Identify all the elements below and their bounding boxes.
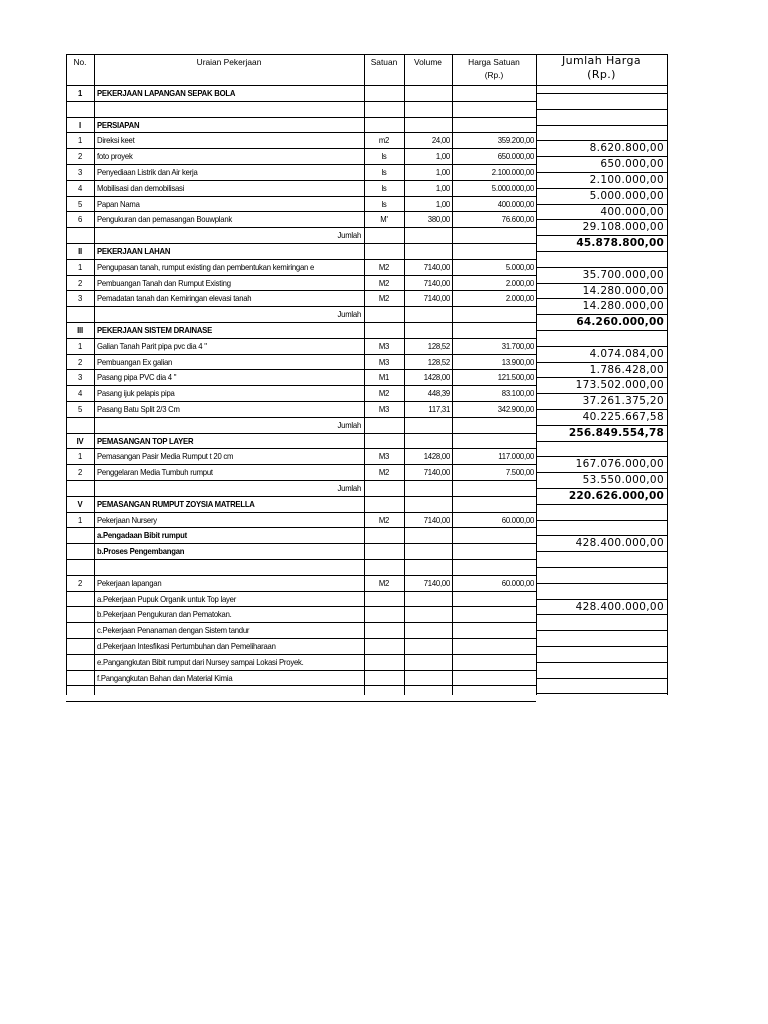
- item-volume: 7140,00: [423, 261, 450, 272]
- item-unit: M2: [378, 277, 390, 288]
- item-volume: 1428,00: [423, 450, 450, 461]
- row-number: I: [79, 119, 81, 130]
- item-volume: 7140,00: [423, 577, 450, 588]
- header-harga-unit: (Rp.): [484, 70, 504, 80]
- item-description: Pasang Batu Split 2/3 Cm: [97, 403, 180, 414]
- item-description: f.Pangangkutan Bahan dan Material Kimia: [97, 672, 233, 683]
- item-unit: m2: [378, 134, 390, 145]
- item-description: Mobilisasi dan demobilisasi: [97, 182, 185, 193]
- item-description: Galian Tanah Parit pipa pvc dia 4 ": [97, 340, 207, 351]
- item-total: 173.502.000,00: [575, 378, 664, 391]
- section-title: PEMASANGAN RUMPUT ZOYSIA MATRELLA: [97, 498, 255, 509]
- header-no: No.: [73, 57, 87, 67]
- item-description: Pekerjaan Nursery: [97, 514, 157, 525]
- item-unit-price: 117.000,00: [498, 450, 534, 461]
- item-description: Pasang ijuk pelapis pipa: [97, 387, 175, 398]
- row-number: 1: [77, 450, 83, 461]
- row-number: 2: [77, 577, 83, 588]
- item-unit: M3: [378, 450, 390, 461]
- header-satuan: Satuan: [370, 57, 398, 67]
- item-total: 5.000.000,00: [589, 189, 664, 202]
- item-total: 167.076.000,00: [575, 457, 664, 470]
- item-total: 2.100.000,00: [589, 173, 664, 186]
- item-unit-price: 60.000,00: [501, 577, 534, 588]
- item-description: Direksi keet: [97, 134, 135, 145]
- rab-table: [66, 54, 667, 695]
- item-volume: 117,31: [428, 403, 450, 414]
- row-number: V: [77, 498, 83, 509]
- item-description: b.Pekerjaan Pengukuran dan Pematokan.: [97, 608, 232, 619]
- item-unit: ls: [381, 166, 387, 177]
- item-volume: 1,00: [435, 182, 450, 193]
- row-number: 1: [77, 514, 83, 525]
- item-unit: M2: [378, 514, 390, 525]
- item-description: a.Pengadaan Bibit rumput: [97, 529, 187, 540]
- row-number: 6: [77, 213, 83, 224]
- item-total: 428.400.000,00: [575, 536, 664, 549]
- item-volume: 1,00: [435, 198, 450, 209]
- header-uraian: Uraian Pekerjaan: [196, 57, 262, 67]
- item-unit: ls: [381, 182, 387, 193]
- row-number: 3: [77, 166, 83, 177]
- header-jumlah-harga: Jumlah Harga: [561, 54, 642, 67]
- item-description: Pasang pipa PVC dia 4 ": [97, 371, 177, 382]
- section-title: PEMASANGAN TOP LAYER: [97, 435, 194, 446]
- total-amount: 220.626.000,00: [568, 489, 664, 502]
- item-unit: M3: [378, 356, 390, 367]
- header-jumlah-unit: (Rp.): [587, 68, 616, 81]
- total-label: Jumlah: [337, 482, 361, 493]
- item-description: Pekerjaan lapangan: [97, 577, 162, 588]
- item-total: 400.000,00: [600, 205, 664, 218]
- item-unit-price: 2.000,00: [505, 292, 534, 303]
- total-amount: 45.878.800,00: [576, 236, 664, 249]
- item-description: Penggelaran Media Tumbuh rumput: [97, 466, 213, 477]
- item-unit: ls: [381, 198, 387, 209]
- item-description: Pemadatan tanah dan Kemiringan elevasi tanah: [97, 292, 252, 303]
- item-unit-price: 76.600,00: [501, 213, 534, 224]
- section-title: PEKERJAAN LAHAN: [97, 245, 171, 256]
- item-total: 35.700.000,00: [582, 268, 664, 281]
- item-volume: 7140,00: [423, 292, 450, 303]
- item-total: 37.261.375,20: [582, 394, 664, 407]
- total-label: Jumlah: [337, 308, 361, 319]
- item-description: Pembuangan Ex galian: [97, 356, 173, 367]
- item-volume: 380,00: [427, 213, 450, 224]
- item-unit-price: 31.700,00: [501, 340, 534, 351]
- item-unit-price: 5.000,00: [505, 261, 534, 272]
- item-unit-price: 342.900,00: [497, 403, 534, 414]
- item-description: foto proyek: [97, 150, 133, 161]
- item-unit-price: 121.500,00: [497, 371, 534, 382]
- item-volume: 128,52: [427, 356, 450, 367]
- item-volume: 1,00: [435, 166, 450, 177]
- section-title: PEKERJAAN SISTEM DRAINASE: [97, 324, 212, 335]
- item-unit: M2: [378, 577, 390, 588]
- row-number: 5: [77, 198, 83, 209]
- row-number: 4: [77, 182, 83, 193]
- row-number: 2: [77, 356, 83, 367]
- item-volume: 128,52: [427, 340, 450, 351]
- item-description: b.Proses Pengembangan: [97, 545, 185, 556]
- item-unit: ls: [381, 150, 387, 161]
- total-amount: 64.260.000,00: [576, 315, 664, 328]
- row-number: 2: [77, 277, 83, 288]
- header-harga-satuan: Harga Satuan: [468, 57, 520, 67]
- total-label: Jumlah: [337, 419, 361, 430]
- row-number: 4: [77, 387, 83, 398]
- row-number: 1: [77, 87, 83, 98]
- row-number: IV: [76, 435, 84, 446]
- row-number: III: [77, 324, 83, 335]
- section-title: PERSIAPAN: [97, 119, 140, 130]
- item-description: d.Pekerjaan Intesfikasi Pertumbuhan dan Pemeliharaan: [97, 640, 276, 651]
- item-unit-price: 83.100,00: [501, 387, 534, 398]
- item-unit-price: 2.000,00: [505, 277, 534, 288]
- row-number: 3: [77, 292, 83, 303]
- section-title: PEKERJAAN LAPANGAN SEPAK BOLA: [97, 87, 236, 98]
- item-unit-price: 13.900,00: [501, 356, 534, 367]
- item-unit: M2: [378, 261, 390, 272]
- total-amount: 256.849.554,78: [568, 426, 664, 439]
- item-unit-price: 2.100.000,00: [491, 166, 534, 177]
- item-description: a.Pekerjaan Pupuk Organik untuk Top layer: [97, 593, 237, 604]
- item-unit: M3: [378, 403, 390, 414]
- item-total: 14.280.000,00: [582, 299, 664, 312]
- header-volume: Volume: [414, 57, 442, 67]
- total-label: Jumlah: [337, 229, 361, 240]
- item-unit: M3: [378, 340, 390, 351]
- item-total: 40.225.667,58: [582, 410, 664, 423]
- row-number: 1: [77, 340, 83, 351]
- row-number: 1: [77, 261, 83, 272]
- item-unit: M1: [378, 371, 390, 382]
- item-total: 53.550.000,00: [582, 473, 664, 486]
- item-description: Penyediaan Listrik dan Air kerja: [97, 166, 198, 177]
- item-unit: M': [380, 213, 388, 224]
- item-description: Pemasangan Pasir Media Rumput t 20 cm: [97, 450, 234, 461]
- item-unit-price: 7.500,00: [505, 466, 534, 477]
- item-total: 1.786.428,00: [589, 363, 664, 376]
- item-total: 650.000,00: [600, 157, 664, 170]
- item-unit-price: 400.000,00: [497, 198, 534, 209]
- item-description: e.Pangangkutan Bibit rumput dari Nursey sampai Lokasi Proyek.: [97, 656, 304, 667]
- item-volume: 1428,00: [423, 371, 450, 382]
- item-total: 4.074.084,00: [589, 347, 664, 360]
- item-unit-price: 60.000,00: [501, 514, 534, 525]
- row-number: 2: [77, 466, 83, 477]
- item-unit-price: 359.200,00: [497, 134, 534, 145]
- item-description: Pengukuran dan pemasangan Bouwplank: [97, 213, 233, 224]
- row-number: II: [78, 245, 82, 256]
- item-description: c.Pekerjaan Penanaman dengan Sistem tandur: [97, 624, 250, 635]
- item-unit: M2: [378, 387, 390, 398]
- item-unit-price: 5.000.000,00: [491, 182, 534, 193]
- item-unit: M2: [378, 466, 390, 477]
- item-volume: 1,00: [435, 150, 450, 161]
- item-total: 8.620.800,00: [589, 141, 664, 154]
- item-description: Papan Nama: [97, 198, 140, 209]
- item-description: Pembuangan Tanah dan Rumput Existing: [97, 277, 231, 288]
- item-unit: M2: [378, 292, 390, 303]
- row-number: 5: [77, 403, 83, 414]
- item-total: 428.400.000,00: [575, 600, 664, 613]
- row-number: 1: [77, 134, 83, 145]
- row-number: 2: [77, 150, 83, 161]
- item-volume: 7140,00: [423, 514, 450, 525]
- item-volume: 7140,00: [423, 277, 450, 288]
- item-volume: 448,39: [427, 387, 450, 398]
- item-unit-price: 650.000,00: [497, 150, 534, 161]
- item-description: Pengupasan tanah, rumput existing dan pembentukan kemiringan e: [97, 261, 315, 272]
- item-volume: 24,00: [431, 134, 450, 145]
- row-number: 3: [77, 371, 83, 382]
- item-total: 14.280.000,00: [582, 284, 664, 297]
- item-volume: 7140,00: [423, 466, 450, 477]
- item-total: 29.108.000,00: [582, 220, 664, 233]
